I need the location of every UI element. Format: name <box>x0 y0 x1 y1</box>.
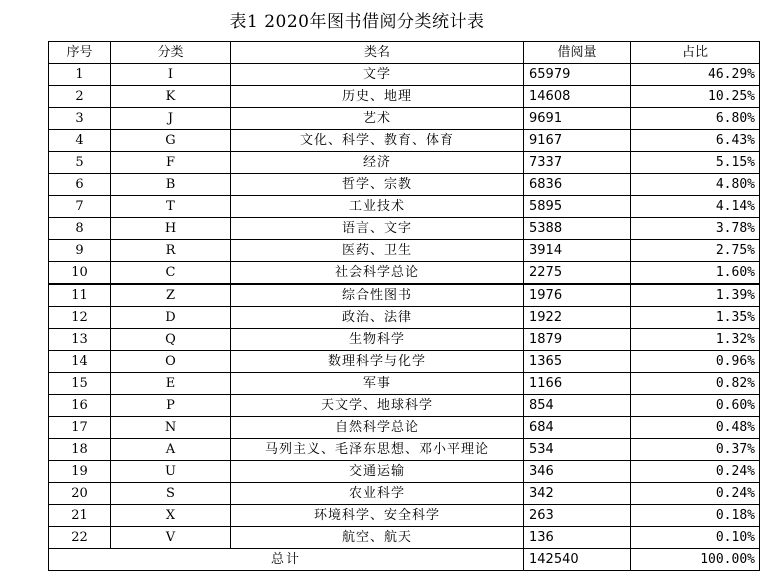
cell-code: I <box>111 64 231 86</box>
table-row <box>49 505 760 527</box>
cell-no: 21 <box>49 505 111 527</box>
cell-no: 16 <box>49 395 111 417</box>
cell-code: X <box>111 505 231 527</box>
cell-name: 文学 <box>231 64 524 86</box>
table-row <box>49 351 760 373</box>
cell-pct: 0.37% <box>631 439 760 461</box>
cell-count: 1879 <box>524 329 631 351</box>
cell-pct: 46.29% <box>631 64 760 86</box>
cell-code: V <box>111 527 231 549</box>
cell-count: 136 <box>524 527 631 549</box>
cell-count: 263 <box>524 505 631 527</box>
cell-name: 农业科学 <box>231 483 524 505</box>
cell-no: 15 <box>49 373 111 395</box>
table-row <box>49 174 760 196</box>
cell-code: R <box>111 240 231 262</box>
cell-name: 政治、法律 <box>231 307 524 329</box>
cell-name: 环境科学、安全科学 <box>231 505 524 527</box>
cell-code: D <box>111 307 231 329</box>
cell-no: 14 <box>49 351 111 373</box>
cell-count: 1166 <box>524 373 631 395</box>
cell-name: 数理科学与化学 <box>231 351 524 373</box>
cell-pct: 0.60% <box>631 395 760 417</box>
cell-code: K <box>111 86 231 108</box>
cell-no: 11 <box>49 284 111 307</box>
cell-no: 10 <box>49 262 111 285</box>
cell-name: 航空、航天 <box>231 527 524 549</box>
cell-pct: 0.96% <box>631 351 760 373</box>
cell-count: 14608 <box>524 86 631 108</box>
table-row <box>49 284 760 307</box>
header-row <box>49 42 760 64</box>
cell-pct: 2.75% <box>631 240 760 262</box>
cell-no: 9 <box>49 240 111 262</box>
table-row <box>49 329 760 351</box>
cell-pct: 3.78% <box>631 218 760 240</box>
cell-pct: 0.24% <box>631 461 760 483</box>
table-row <box>49 196 760 218</box>
cell-count: 9167 <box>524 130 631 152</box>
cell-code: P <box>111 395 231 417</box>
cell-code: E <box>111 373 231 395</box>
cell-no: 6 <box>49 174 111 196</box>
cell-code: B <box>111 174 231 196</box>
cell-code: N <box>111 417 231 439</box>
cell-pct: 0.24% <box>631 483 760 505</box>
table-row <box>49 395 760 417</box>
cell-code: G <box>111 130 231 152</box>
header-name: 类名 <box>231 42 524 64</box>
cell-pct: 1.32% <box>631 329 760 351</box>
cell-count: 3914 <box>524 240 631 262</box>
total-pct: 100.00% <box>631 549 760 571</box>
cell-name: 马列主义、毛泽东思想、邓小平理论 <box>231 439 524 461</box>
cell-pct: 4.14% <box>631 196 760 218</box>
cell-no: 2 <box>49 86 111 108</box>
table-row <box>49 152 760 174</box>
cell-count: 534 <box>524 439 631 461</box>
cell-name: 交通运输 <box>231 461 524 483</box>
cell-pct: 6.43% <box>631 130 760 152</box>
cell-name: 艺术 <box>231 108 524 130</box>
cell-pct: 0.48% <box>631 417 760 439</box>
cell-pct: 5.15% <box>631 152 760 174</box>
cell-no: 7 <box>49 196 111 218</box>
table-row <box>49 483 760 505</box>
borrowing-stats-table <box>48 41 760 571</box>
table-title: 表1 2020年图书借阅分类统计表 <box>229 12 485 32</box>
cell-code: U <box>111 461 231 483</box>
cell-count: 684 <box>524 417 631 439</box>
cell-name: 社会科学总论 <box>231 262 524 285</box>
table-body <box>49 64 760 549</box>
cell-code: Q <box>111 329 231 351</box>
cell-no: 8 <box>49 218 111 240</box>
header-code: 分类 <box>111 42 231 64</box>
cell-name: 生物科学 <box>231 329 524 351</box>
cell-count: 1976 <box>524 284 631 307</box>
cell-name: 综合性图书 <box>231 284 524 307</box>
cell-code: F <box>111 152 231 174</box>
cell-count: 7337 <box>524 152 631 174</box>
table-row <box>49 218 760 240</box>
cell-count: 1365 <box>524 351 631 373</box>
cell-count: 65979 <box>524 64 631 86</box>
cell-no: 4 <box>49 130 111 152</box>
cell-count: 346 <box>524 461 631 483</box>
cell-name: 哲学、宗教 <box>231 174 524 196</box>
header-pct: 占比 <box>631 42 760 64</box>
cell-pct: 0.18% <box>631 505 760 527</box>
cell-name: 天文学、地球科学 <box>231 395 524 417</box>
cell-count: 854 <box>524 395 631 417</box>
table-row <box>49 461 760 483</box>
cell-pct: 10.25% <box>631 86 760 108</box>
cell-code: C <box>111 262 231 285</box>
cell-name: 工业技术 <box>231 196 524 218</box>
cell-code: S <box>111 483 231 505</box>
cell-no: 19 <box>49 461 111 483</box>
header-count: 借阅量 <box>524 42 631 64</box>
cell-count: 5895 <box>524 196 631 218</box>
cell-pct: 0.10% <box>631 527 760 549</box>
cell-count: 6836 <box>524 174 631 196</box>
table-row <box>49 130 760 152</box>
cell-count: 342 <box>524 483 631 505</box>
table-row <box>49 307 760 329</box>
cell-name: 文化、科学、教育、体育 <box>231 130 524 152</box>
cell-no: 18 <box>49 439 111 461</box>
table-row <box>49 527 760 549</box>
cell-pct: 4.80% <box>631 174 760 196</box>
cell-name: 历史、地理 <box>231 86 524 108</box>
cell-count: 2275 <box>524 262 631 285</box>
cell-code: Z <box>111 284 231 307</box>
cell-name: 自然科学总论 <box>231 417 524 439</box>
cell-no: 1 <box>49 64 111 86</box>
total-row <box>49 549 760 571</box>
cell-no: 22 <box>49 527 111 549</box>
cell-code: T <box>111 196 231 218</box>
total-label: 总计 <box>49 549 524 571</box>
table-row <box>49 108 760 130</box>
cell-no: 17 <box>49 417 111 439</box>
cell-code: J <box>111 108 231 130</box>
header-no: 序号 <box>49 42 111 64</box>
cell-no: 20 <box>49 483 111 505</box>
cell-name: 医药、卫生 <box>231 240 524 262</box>
table-row <box>49 262 760 285</box>
cell-name: 经济 <box>231 152 524 174</box>
cell-code: H <box>111 218 231 240</box>
cell-no: 12 <box>49 307 111 329</box>
table-row <box>49 240 760 262</box>
cell-code: O <box>111 351 231 373</box>
cell-no: 3 <box>49 108 111 130</box>
cell-name: 军事 <box>231 373 524 395</box>
cell-pct: 1.39% <box>631 284 760 307</box>
cell-pct: 0.82% <box>631 373 760 395</box>
table-row <box>49 417 760 439</box>
cell-count: 9691 <box>524 108 631 130</box>
cell-count: 5388 <box>524 218 631 240</box>
cell-code: A <box>111 439 231 461</box>
table-row <box>49 439 760 461</box>
cell-pct: 6.80% <box>631 108 760 130</box>
cell-no: 13 <box>49 329 111 351</box>
cell-name: 语言、文字 <box>231 218 524 240</box>
table-row <box>49 373 760 395</box>
cell-pct: 1.60% <box>631 262 760 285</box>
cell-count: 1922 <box>524 307 631 329</box>
table-row <box>49 64 760 86</box>
table-row <box>49 86 760 108</box>
cell-no: 5 <box>49 152 111 174</box>
cell-pct: 1.35% <box>631 307 760 329</box>
total-count: 142540 <box>524 549 631 571</box>
